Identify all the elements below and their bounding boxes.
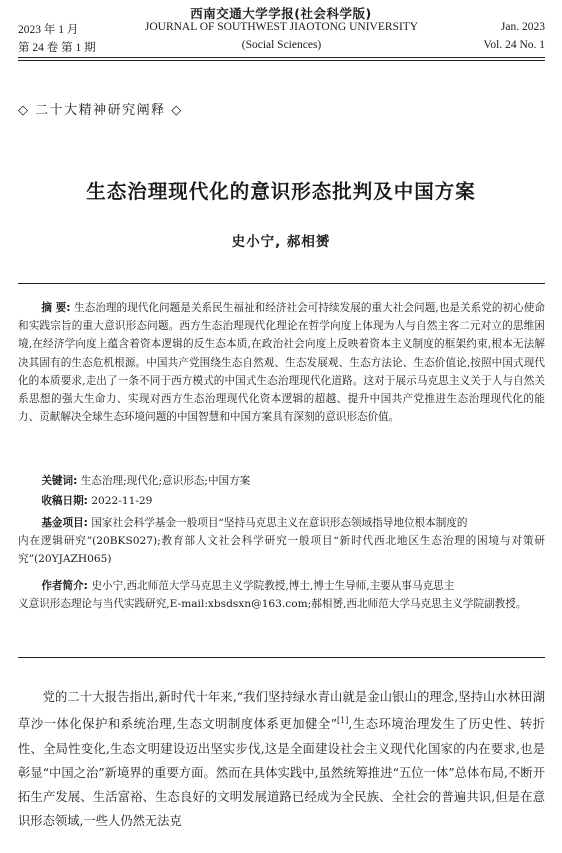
- abstract-label: 摘 要:: [41, 302, 71, 314]
- body-text-b: ,生态环境治理发生了历史性、转折性、全局性变化,生态文明建设迈出坚实步伐,这是全面建设社会主义现代化国家的内在要求,也是彰显“中国之治”新境界的重要方面。然而在具体实践中,虽然统筹推进“五位一体”总体布局,不断开拓生产发展、生活富裕、生态良好的文明发展道路已经成为全民族、全社会的普遍共识,但是在意识形态领域,一些人仍然无法克: [18, 717, 545, 829]
- abstract-rule-bottom: [18, 657, 545, 658]
- reference-marker: [1]: [337, 716, 349, 726]
- abstract: [18, 299, 545, 426]
- abstract-text: 生态治理的现代化问题是关系民生福祉和经济社会可持续发展的重大社会问题,也是关系党的初心使命和实践宗旨的重大意识形态问题。西方生态治理现代化理论在哲学向度上体现为人与自然主客二元对立的思维困境,在经济学向度上蕴含着资本逻辑的反生态本质,在政治社会向度上反映着资本主义制度的框架约束,根本无法解决其固有的生态危机根源。中国共产党围绕生态自然观、生态发展观、生态方法论、生态价值论,按照中国式现代化的本质要求,走出了一条不同于西方模式的中国式生态治理现代化道路。这对于展示马克思主义关于人与自然关系思想的强大生命力、实现对西方生态治理现代化资本逻辑的超越、提升中国共产党推进生态治理现代化的能力、贡献解决全球生态环境问题的中国智慧和中国方案具有深刻的意识形态价值。: [18, 302, 545, 424]
- volume-cn: 第 24 卷 第 1 期: [18, 42, 96, 54]
- header-row-1: [18, 21, 545, 37]
- issue-date-cn: 2023 年 1 月: [18, 24, 79, 36]
- journal-name-cn: 西南交通大学学报(社会科学版): [190, 6, 372, 21]
- article-authors: 史小宁, 郝相赟: [231, 234, 331, 250]
- journal-name-en: JOURNAL OF SOUTHWEST JIAOTONG UNIVERSITY: [144, 21, 419, 33]
- received-text: 2022-11-29: [91, 495, 153, 507]
- volume-en: Vol. 24 No. 1: [483, 39, 545, 51]
- author-bio: [18, 577, 545, 613]
- keywords-text: 生态治理;现代化;意识形态;中国方案: [80, 475, 251, 487]
- body-paragraph: [18, 685, 545, 833]
- journal-subtitle-en: (Social Sciences): [241, 39, 322, 51]
- funding-label: 基金项目:: [41, 517, 88, 529]
- header-rule-top: [18, 57, 545, 58]
- author-bio-label: 作者简介:: [41, 580, 88, 592]
- header-row-2: [18, 39, 545, 55]
- article-title: 生态治理现代化的意识形态批判及中国方案: [86, 180, 476, 203]
- funding-line1: 国家社会科学基金一般项目“坚持马克思主义在意识形态领域指导地位根本制度的: [91, 517, 468, 529]
- funding-rest: 内在逻辑研究”(20BKS027);教育部人文社会科学研究一般项目“新时代西北地区生态治理的困境与对策研究”(20YJAZH065): [18, 535, 545, 566]
- author-bio-line1: 史小宁,西北师范大学马克思主义学院教授,博士,博士生导师,主要从事马克思主: [91, 580, 455, 592]
- keywords-label: 关键词:: [41, 475, 78, 487]
- body-text-a: 党的二十大报告指出,新时代十年来,“我们坚持绿水青山就是金山银山的理念,坚持山水林田湖草沙一体化保护和系统治理,生态文明制度体系更加健全”: [18, 690, 545, 732]
- column-heading: ◇ 二十大精神研究阐释 ◇: [18, 103, 183, 118]
- header-rule-bottom: [18, 60, 545, 61]
- abstract-rule-top: [18, 283, 545, 284]
- received-label: 收稿日期:: [41, 495, 88, 507]
- keywords: [18, 472, 545, 490]
- author-bio-rest: 义意识形态理论与当代实践研究,E-mail:xbsdsxn@163.com;郝相赟,西北师范大学马克思主义学院副教授。: [18, 598, 527, 611]
- issue-date-en: Jan. 2023: [500, 21, 545, 33]
- funding: [18, 514, 545, 569]
- received-date: [18, 492, 545, 510]
